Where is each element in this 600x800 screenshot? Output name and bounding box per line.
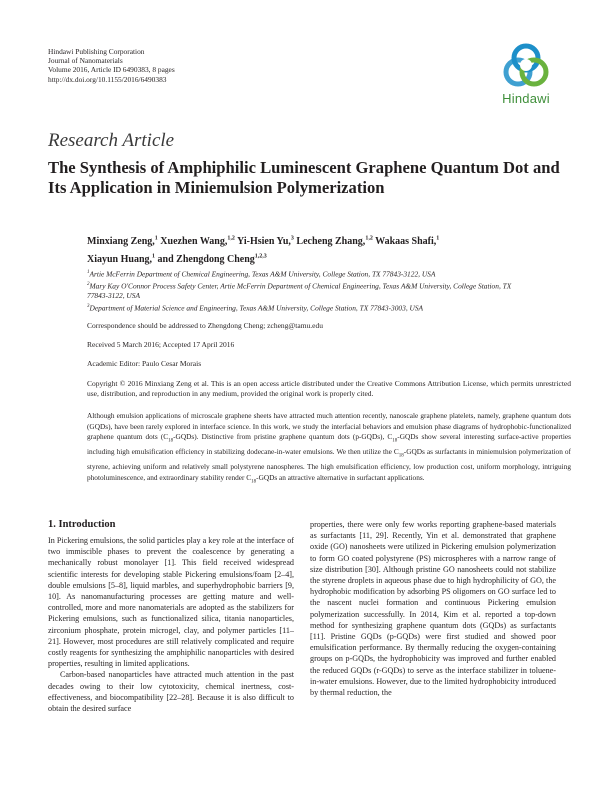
author: Xuezhen Wang,$^{1,2}$ xyxy=(160,236,235,248)
journal-header xyxy=(48,47,175,84)
correspondence: Correspondence should be addressed to Zhengdong Cheng; zcheng@tamu.edu xyxy=(87,321,324,330)
body-paragraph: Carbon-based nanoparticles have attracted much attention in the past decades owing to their low cytotoxicity, chemical inertness, cost-effectiveness, and biocompatibility [22–28]. Because it is also difficult to obtain the desired surface xyxy=(48,670,294,714)
author: Yi-Hsien Yu,$^3$ xyxy=(237,236,294,248)
section-heading-introduction: 1. Introduction xyxy=(48,519,116,530)
author: Minxiang Zeng,$^1$ xyxy=(87,236,158,248)
body-column-right xyxy=(310,519,556,698)
publisher-name: Hindawi Publishing Corporation xyxy=(48,47,145,56)
academic-editor: Academic Editor: Paulo Cesar Morais xyxy=(87,359,202,368)
affiliation-1: $^1$Artie McFerrin Department of Chemical Engineering, Texas A&M University, College Station, TX 77843-3122, USA xyxy=(87,269,436,279)
abstract: Although emulsion applications of microscale graphene sheets have attracted much attention recently, nanoscale graphene platelets, namely, graphene quantum dots (GQDs), have been rarely explored in interface science. In this work, we study the interfacial behaviors and emulsion phase diagrams of hydrophobic-functionalized graphene quantum dots $(C_{18}-GQDs)$. Distinctive from pristine graphene quantum dots (p-GQDs), $C_{18}$-GQDs show several interesting surface-active properties including high emulsification efficiency in stabilizing dodecane-in-water emulsions. We then utilize the $C_{18}$-GQDs as surfactants in miniemulsion polymerization of styrene, achieving uniform and relatively small polystyrene nanospheres. The high emulsification efficiency, low production cost, uniform morphology, intriguing photoluminescence, and extraordinary stability render $C_{18}$-GQDs an attractive alternative in surfactant applications. xyxy=(87,411,571,485)
doi-link[interactable]: http://dx.doi.org/10.1155/2016/6490383 xyxy=(48,74,167,84)
body-paragraph: properties, there were only few works reporting graphene-based materials as surfactants [11, 29]. Recently, Yin et al. demonstrated that graphene oxide (GO) nanosheets were utilized in Pickering emulsion polymerization to form GO coated polystyrene (PS) microspheres with a narrow range of size distribution [30]. Although pristine GO nanosheets could not stabilize the styrene droplets in aqueous phase due to high hydrophilicity of GO, the hydrophobic modification by adsorbing PS oligomers on GO surface led to the nascent nuclei formation and continuous Pickering emulsion polymerization successfully. In 2014, Kim et al. reported a top-down method for synthesizing graphene quantum dots (GQDs) as surfactants [11]. Pristine GQDs (p-GQDs) were first studied and showed poor emulsification performance. By thermally reducing the oxygen-containing groups on p-GQDs, the hydrophobicity was improved and further enabled the reduced GQDs (r-GQDs) to serve as the interface stabilizer in toluene-in-water emulsions. However, due to the limited hydrophobicity introduced by thermal reduction, the xyxy=(310,520,556,698)
received-dates: Received 5 March 2016; Accepted 17 April 2016 xyxy=(87,340,235,349)
affiliation-3: $^3$Department of Material Science and Engineering, Texas A&M University, College Station, TX 77843-3003, USA xyxy=(87,303,424,313)
author: and Zhengdong Cheng$^{1,2,3}$ xyxy=(157,253,267,265)
body-column-left xyxy=(48,535,294,714)
hindawi-logo-text: Hindawi xyxy=(502,91,550,106)
author: Wakaas Shafi,$^1$ xyxy=(375,236,440,248)
affiliation-2: $^2$Mary Kay O'Connor Process Safety Center, Artie McFerrin Department of Chemical Engineering, Texas A&M University, College Station, TX 77843-3122, USA xyxy=(87,281,512,301)
article-type: Research Article xyxy=(48,130,175,151)
body-paragraph: In Pickering emulsions, the solid particles play a key role at the interface of two immiscible phases to prevent the coalescence by generating a mechanically robust monolayer [1]. This field received widespread scientific interests for developing stable Pickering emulsions/foam [2–4], double emulsions [5–8], liquid marbles, and superhydrophobic barriers [9, 10]. As nanomanufacturing processes are getting mature and well-controlled, more and more nanomaterials are adopted as the stabilizers for Pickering emulsions, such as functionalized silica, titania nanoparticles, zirconium phosphate, protein microgel, clay, and polymer particles [11–21]. However, most procedures are still relatively complicated and require costly reagents for synthesizing the amphiphilic nanoparticles with desired properties, resulting in limited applications. xyxy=(48,536,294,669)
journal-name: Journal of Nanomaterials xyxy=(48,56,123,66)
volume-line: Volume 2016, Article ID 6490383, 8 pages xyxy=(48,65,175,75)
paper-title: The Synthesis of Amphiphilic Luminescent Graphene Quantum Dot and Its Application in Miniemulsion Polymerization xyxy=(48,158,560,197)
author: Lecheng Zhang,$^{1,2}$ xyxy=(296,236,373,248)
author-list xyxy=(87,232,567,267)
copyright-notice: Copyright © 2016 Minxiang Zeng et al. This is an open access article distributed under the Creative Commons Attribution License, which permits unrestricted use, distribution, and reproduction in any medium, provided the original work is properly cited. xyxy=(87,379,571,398)
author: Xiayun Huang,$^1$ xyxy=(87,253,156,265)
